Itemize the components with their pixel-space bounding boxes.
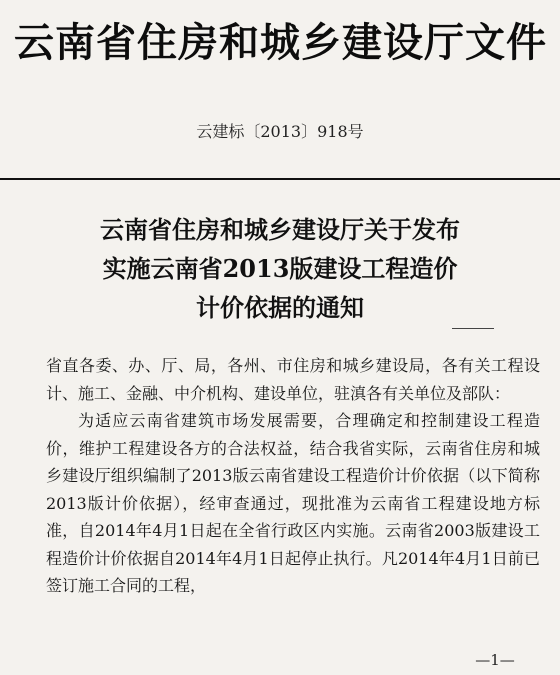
notice-title-line-2: 实施云南省2013版建设工程造价: [102, 254, 458, 283]
page-number: —1—: [475, 651, 515, 669]
document-number: 云建标〔2013〕918号: [196, 122, 364, 141]
header-divider: [0, 178, 560, 180]
addressee-paragraph: 省直各委、办、厅、局，各州、市住房和城乡建设局，各有关工程设计、施工、金融、中介机构、建设单位，驻滇各有关单位及部队：: [46, 356, 540, 403]
body-paragraph: 为适应云南省建筑市场发展需要，合理确定和控制建设工程造价，维护工程建设各方的合法权益，结合我省实际，云南省住房和城乡建设厅组织编制了2013版云南省建设工程造价计价依据（以下简称2013版计价依据），经审查通过，现批准为云南省工程建设地方标准，自2014年4月1日起在全省行政区内实施。云南省2003版建设工程造价计价依据自2014年4月1日起停止执行。凡2014年4月1日前已签订施工合同的工程，: [46, 411, 540, 595]
notice-title-line-1: 云南省住房和城乡建设厅关于发布: [100, 215, 460, 244]
notice-title-line-3: 计价依据的通知: [196, 293, 364, 322]
issuing-authority-header: 云南省住房和城乡建设厅文件: [14, 19, 547, 66]
title-dash-mark: [452, 328, 494, 329]
notice-body: [46, 352, 540, 600]
